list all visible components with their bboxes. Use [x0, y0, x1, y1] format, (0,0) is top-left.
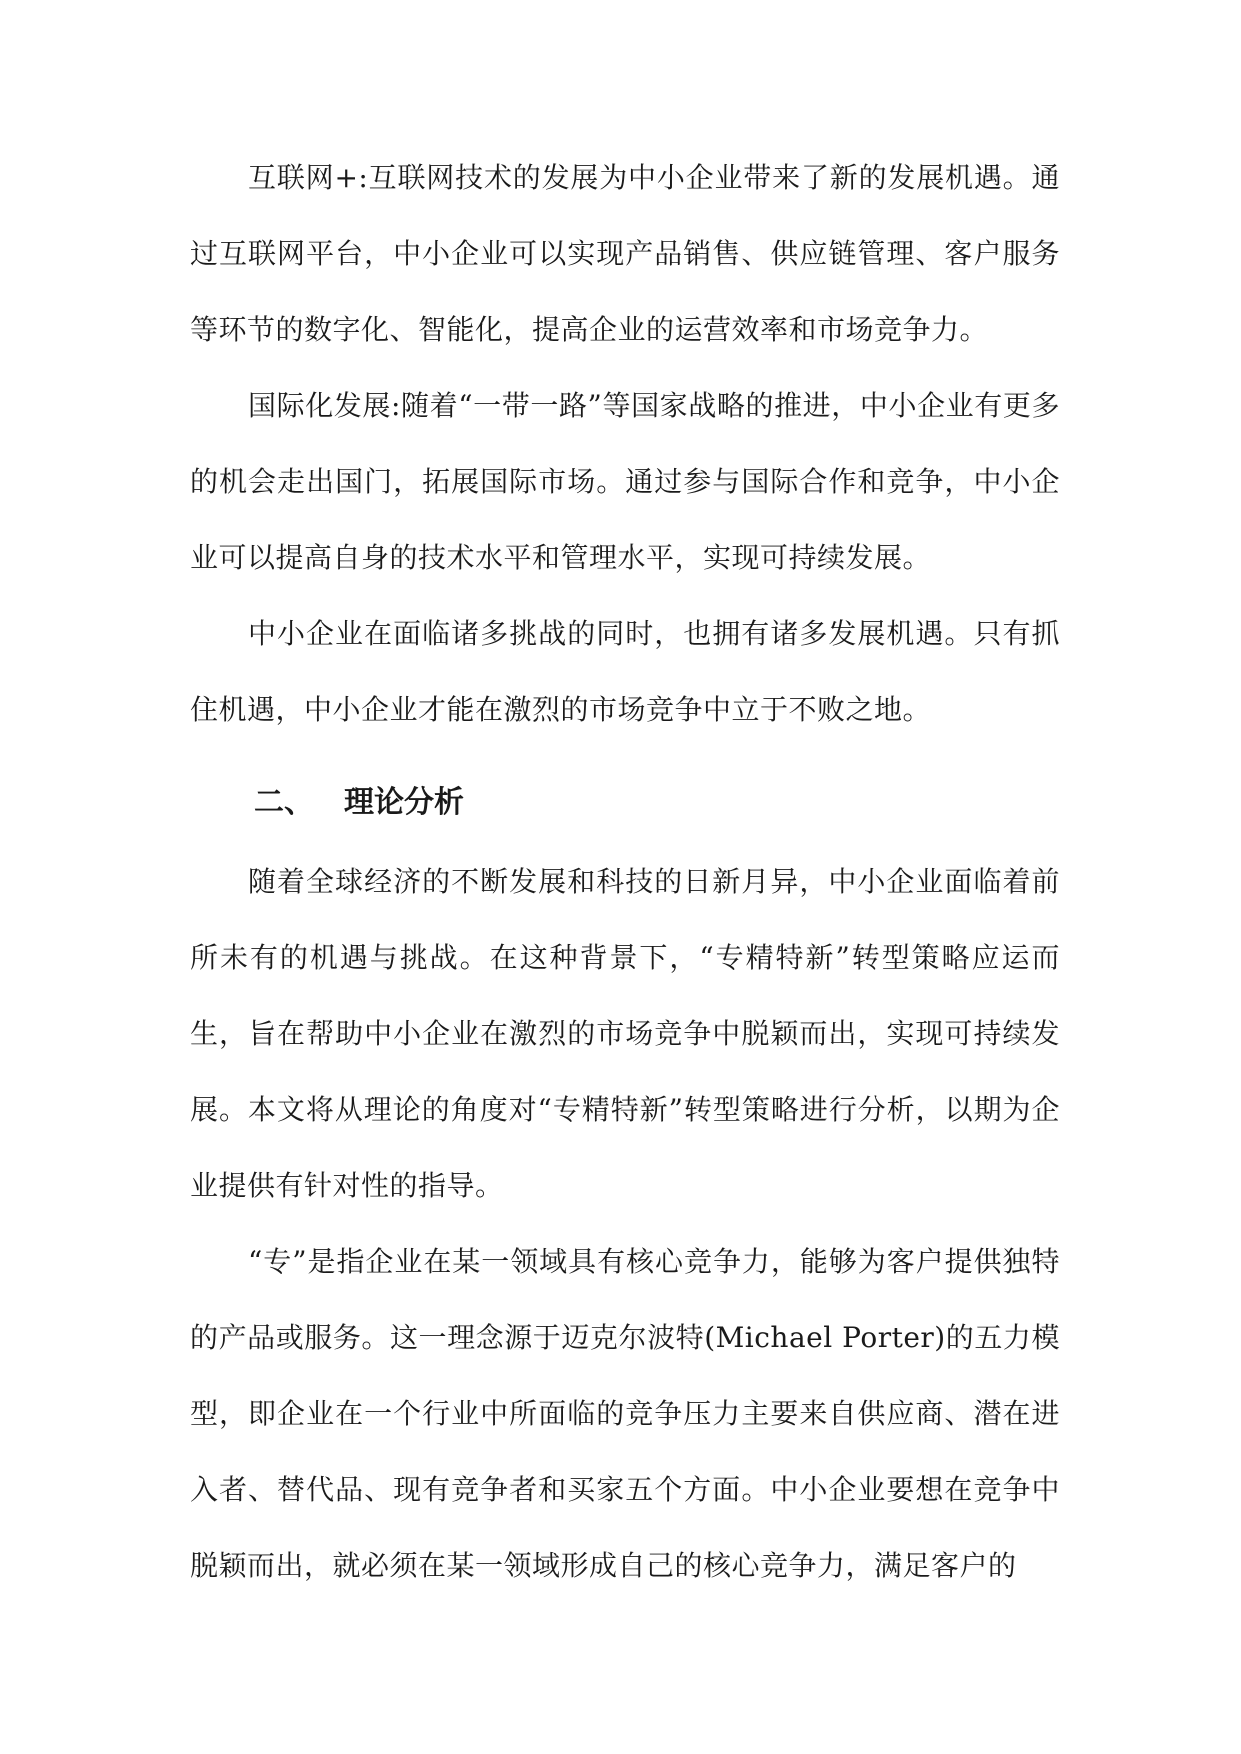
paragraph-internet-plus: 互联网+:互联网技术的发展为中小企业带来了新的发展机遇。通过互联网平台，中小企业可以实现产品销售、供应链管理、客户服务等环节的数字化、智能化，提高企业的运营效率和市场竞争力。	[190, 161, 1060, 346]
paragraph-theory-intro: 随着全球经济的不断发展和科技的日新月异，中小企业面临着前所未有的机遇与挑战。在这种背景下，“专精特新”转型策略应运而生，旨在帮助中小企业在激烈的市场竞争中脱颖而出，实现可持续发展。本文将从理论的角度对“专精特新”转型策略进行分析，以期为企业提供有针对性的指导。	[190, 865, 1060, 1202]
paragraph-specialization: “专”是指企业在某一领域具有核心竞争力，能够为客户提供独特的产品或服务。这一理念源于迈克尔波特(Michael Porter)的五力模型，即企业在一个行业中所面临的竞争压力主要来自供应商、潜在进入者、替代品、现有竞争者和买家五个方面。中小企业要想在竞争中脱颖而出，就必须在某一领域形成自己的核心竞争力，满足客户的	[190, 1245, 1060, 1582]
document-page	[190, 140, 1060, 1604]
section-number: 二、	[254, 785, 314, 820]
paragraph-internationalization: 国际化发展:随着“一带一路”等国家战略的推进，中小企业有更多的机会走出国门，拓展国际市场。通过参与国际合作和竞争，中小企业可以提高自身的技术水平和管理水平，实现可持续发展。	[190, 389, 1060, 574]
section-heading	[190, 768, 1060, 838]
section-title: 理论分析	[344, 785, 464, 820]
paragraph-opportunities-summary: 中小企业在面临诸多挑战的同时，也拥有诸多发展机遇。只有抓住机遇，中小企业才能在激烈的市场竞争中立于不败之地。	[190, 617, 1060, 726]
